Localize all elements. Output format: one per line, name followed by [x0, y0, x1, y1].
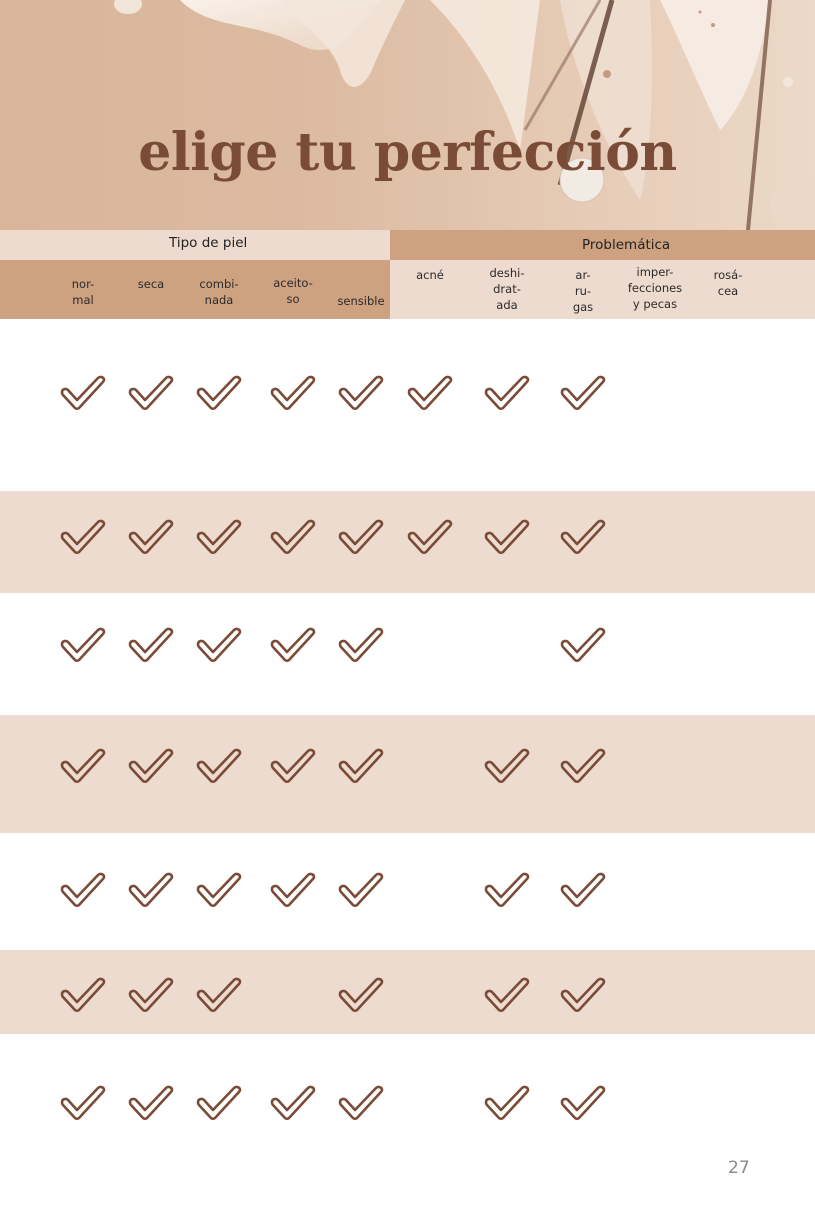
table-row: [0, 319, 815, 491]
check-icon: [194, 870, 244, 910]
check-icon: [336, 625, 386, 665]
column-header-imperfecciones: imper- fecciones y pecas: [627, 265, 683, 311]
check-icon: [558, 1083, 608, 1123]
check-icon: [268, 870, 318, 910]
check-icon: [58, 625, 108, 665]
table-row: [0, 491, 815, 593]
table-row: [0, 1034, 815, 1156]
check-icon: [194, 1083, 244, 1123]
check-icon: [194, 746, 244, 786]
column-header-acne: acné: [416, 268, 444, 282]
check-icon: [336, 746, 386, 786]
column-header-normal: nor- mal: [71, 277, 95, 307]
check-icon: [58, 975, 108, 1015]
check-icon: [558, 975, 608, 1015]
check-icon: [268, 1083, 318, 1123]
table-row: [0, 593, 815, 715]
table-row: [0, 833, 815, 950]
page-number: 27: [728, 1158, 750, 1178]
check-icon: [268, 517, 318, 557]
check-icon: [336, 1083, 386, 1123]
check-icon: [558, 625, 608, 665]
check-icon: [126, 746, 176, 786]
check-icon: [58, 870, 108, 910]
check-icon: [194, 975, 244, 1015]
check-icon: [268, 373, 318, 413]
group-header-skin-type: Tipo de piel: [169, 235, 248, 251]
check-icon: [58, 517, 108, 557]
check-icon: [126, 870, 176, 910]
check-icon: [126, 625, 176, 665]
check-icon: [126, 517, 176, 557]
column-header-arrugas: ar- ru- gas: [572, 268, 594, 314]
check-icon: [336, 870, 386, 910]
check-icon: [58, 373, 108, 413]
hero-banner: [0, 0, 815, 230]
column-header-aceitoso: aceito- so: [273, 276, 313, 306]
column-header-sensible: sensible: [337, 294, 385, 308]
check-icon: [194, 625, 244, 665]
check-icon: [482, 746, 532, 786]
column-header-combinada: combi- nada: [199, 277, 239, 307]
check-icon: [558, 517, 608, 557]
check-icon: [194, 517, 244, 557]
table-row: [0, 950, 815, 1034]
check-icon: [482, 517, 532, 557]
check-icon: [336, 975, 386, 1015]
problem-columns-band: [390, 260, 815, 319]
check-icon: [336, 373, 386, 413]
check-icon: [482, 373, 532, 413]
check-icon: [558, 373, 608, 413]
column-header-seca: seca: [137, 277, 165, 291]
column-header-deshidratada: deshi- drat- ada: [489, 266, 525, 312]
check-icon: [405, 517, 455, 557]
table-row: [0, 715, 815, 833]
check-icon: [482, 870, 532, 910]
check-icon: [58, 1083, 108, 1123]
check-icon: [336, 517, 386, 557]
column-header-rosacea: rosá- cea: [713, 268, 743, 298]
check-icon: [558, 746, 608, 786]
page-title: elige tu perfección: [138, 122, 677, 183]
check-icon: [558, 870, 608, 910]
check-icon: [405, 373, 455, 413]
check-icon: [126, 373, 176, 413]
skin-type-columns-band: [0, 260, 390, 319]
check-icon: [126, 975, 176, 1015]
cream-swatch-illustration: [0, 0, 815, 230]
check-icon: [268, 625, 318, 665]
check-icon: [482, 1083, 532, 1123]
check-icon: [126, 1083, 176, 1123]
check-icon: [268, 746, 318, 786]
group-header-problem: Problemática: [582, 237, 671, 253]
check-icon: [58, 746, 108, 786]
check-icon: [194, 373, 244, 413]
check-icon: [482, 975, 532, 1015]
